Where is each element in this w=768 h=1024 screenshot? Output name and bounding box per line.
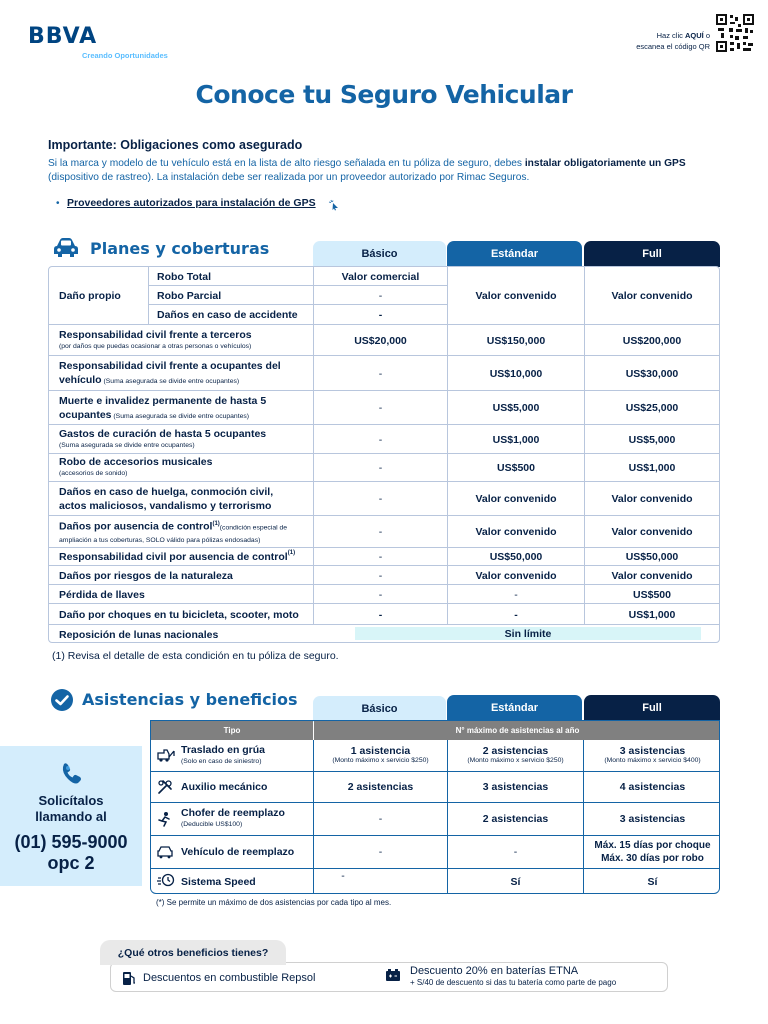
qr-line1-prefix: Haz clic [656, 31, 685, 40]
call-box[interactable] [0, 746, 142, 886]
chofer-basico: - [378, 813, 383, 825]
call-option: opc 2 [47, 853, 95, 873]
qr-line2: escanea el código QR [636, 42, 710, 51]
phone-icon [56, 758, 86, 788]
rc-terceros-note: (por daños que puedas ocasionar a otras personas o vehículos) [59, 342, 252, 350]
huelga-full: Valor convenido [611, 493, 693, 505]
car-icon [52, 237, 80, 259]
benefit-etna: Descuento 20% en baterías ETNA [410, 965, 579, 977]
naturaleza-label: Daños por riesgos de la naturaleza [59, 569, 233, 582]
page-title: Conoce tu Seguro Vehicular [195, 80, 573, 109]
gastos-note: (Suma asegurada se divide entre ocupantes) [59, 441, 195, 449]
robo-total-label: Robo Total [157, 270, 212, 283]
naturaleza-full: Valor convenido [611, 569, 693, 582]
qr-here-link[interactable]: AQUÍ [684, 31, 704, 40]
dano-propio-label: Daño propio [59, 289, 121, 302]
gastos-estandar: US$1,000 [492, 433, 540, 446]
muerte-line1: Muerte e invalidez permanente de hasta 5 [59, 395, 267, 407]
speed-icon [157, 873, 175, 887]
ausencia-estandar: Valor convenido [475, 526, 557, 538]
ausencia-control-label [59, 516, 287, 548]
llaves-full: US$500 [633, 588, 671, 601]
ausencia-note1: (condición especial de [219, 524, 288, 532]
robo-accesorios-basico: - [378, 462, 383, 474]
gastos-full: US$5,000 [628, 433, 676, 446]
rc-ocupantes-full: US$30,000 [625, 367, 679, 380]
plan-header-estandar: Estándar [447, 241, 582, 267]
vehiculo-estandar: - [513, 846, 518, 858]
col-tipo: Tipo [151, 721, 313, 740]
rc-ocupantes-line1: Responsabilidad civil frente a ocupantes del [59, 360, 281, 372]
qr-instructions[interactable] [636, 30, 710, 52]
speed-label: Sistema Speed [181, 876, 256, 888]
plan-header-full: Full [584, 241, 720, 267]
important-text-c: (dispositivo de rastreo). La instalación debe ser realizada por un proveedor autorizado por Rimac Seguros. [48, 172, 530, 183]
robo-accesorios-note: (accesorios de sonido) [59, 470, 128, 477]
huelga-label [59, 482, 273, 516]
muerte-line2: ocupantes [59, 409, 112, 421]
ausencia-sup: (1) [212, 521, 220, 527]
important-text-gps: instalar obligatoriamente un GPS [524, 158, 686, 169]
chofer-full: 3 asistencias [619, 813, 686, 825]
speed-full: Sí [647, 876, 658, 888]
auxilio-basico: 2 asistencias [347, 781, 414, 793]
vehiculo-basico: - [378, 846, 383, 858]
llaves-label: Pérdida de llaves [59, 588, 145, 601]
grua-estandar [448, 740, 583, 771]
bullet: • [56, 198, 60, 209]
grua-note: (Solo en caso de siniestro) [181, 757, 262, 765]
rc-ausencia-sup: (1) [287, 550, 296, 556]
rc-ausencia-estandar: US$50,000 [489, 551, 543, 563]
rc-ausencia-full: US$50,000 [625, 551, 679, 563]
assist-header-basico: Básico [313, 696, 446, 722]
speed-basico: - [341, 870, 345, 882]
grua-full [584, 740, 720, 771]
grua-basico-value: 1 asistencia [350, 744, 411, 757]
rc-ocupantes-estandar: US$10,000 [489, 367, 543, 380]
muerte-note: (Suma asegurada se divide entre ocupantes) [111, 413, 250, 420]
huelga-line2: actos maliciosos, vandalismo y terrorismo [59, 500, 272, 512]
coverage-footnote: (1) Revisa el detalle de esta condición en tu póliza de seguro. [52, 650, 339, 662]
rc-ausencia-basico: - [378, 551, 383, 563]
tools-icon [157, 779, 173, 795]
choques-estandar: - [514, 608, 518, 621]
plans-title: Planes y coberturas [90, 239, 270, 258]
choques-full: US$1,000 [628, 608, 676, 621]
muerte-basico: - [378, 402, 383, 414]
gastos-text: Gastos de curación de hasta 5 ocupantes [59, 427, 267, 440]
rc-terceros-estandar: US$150,000 [486, 334, 546, 347]
assist-header-full: Full [584, 695, 720, 721]
plan-header-basico: Básico [313, 241, 446, 267]
call-line2: llamando al [35, 809, 107, 824]
vehiculo-label: Vehículo de reemplazo [181, 846, 295, 858]
check-circle-icon [50, 688, 74, 712]
vehiculo-full-line1: Máx. 15 días por choque [594, 840, 711, 851]
muerte-label [59, 391, 266, 425]
rc-ausencia-text: Responsabilidad civil por ausencia de control [59, 551, 288, 563]
robo-parcial-basico: - [378, 289, 383, 302]
auxilio-label: Auxilio mecánico [181, 781, 268, 793]
rc-ocupantes-basico: - [378, 367, 383, 380]
rc-ocupantes-line2: vehículo [59, 374, 102, 386]
coverage-table [48, 266, 720, 643]
grua-estandar-value: 2 asistencias [482, 744, 549, 757]
llaves-basico: - [378, 588, 383, 601]
llaves-estandar: - [514, 588, 518, 601]
important-text-a: Si la marca y modelo de tu vehículo está en la lista de alto riesgo señalada en tu póliza de seguro, debes [48, 158, 525, 169]
huelga-estandar: Valor convenido [475, 493, 557, 505]
rc-terceros-label: Responsabilidad civil frente a terceros [59, 328, 252, 341]
huelga-basico: - [378, 493, 383, 505]
muerte-estandar: US$5,000 [492, 402, 540, 414]
qr-line1-suffix: o [703, 31, 710, 40]
grua-basico-note: (Monto máximo x servicio $250) [332, 756, 429, 764]
muerte-full: US$25,000 [625, 402, 679, 414]
driver-icon [157, 811, 173, 827]
chofer-label [181, 803, 285, 835]
huelga-line1: Daños en caso de huelga, conmoción civil, [59, 486, 274, 498]
rc-ocupantes-label [59, 356, 281, 391]
chofer-text: Chofer de reemplazo [181, 807, 285, 819]
col-max: N° máximo de asistencias al año [314, 721, 720, 740]
robo-accesorios-full: US$1,000 [628, 462, 676, 474]
naturaleza-basico: - [378, 569, 383, 582]
ausencia-note2: ampliación a tus coberturas, SOLO válido para pólizas endosadas) [59, 536, 261, 544]
assistance-table [150, 720, 720, 894]
robo-accesorios-label [59, 454, 212, 482]
important-text [48, 157, 718, 185]
important-title: Importante: Obligaciones como asegurado [48, 138, 303, 152]
vehiculo-full [584, 836, 720, 868]
grua-basico [314, 740, 447, 771]
dano-propio-estandar: Valor convenido [475, 289, 557, 302]
call-phone[interactable]: (01) 595-9000 [14, 832, 128, 852]
chofer-estandar: 2 asistencias [482, 813, 549, 825]
rc-terceros-full: US$200,000 [622, 334, 682, 347]
car-outline-icon [156, 845, 174, 859]
battery-icon [385, 968, 401, 982]
gastos-basico: - [378, 433, 383, 446]
tow-truck-icon [157, 747, 175, 763]
grua-label [181, 740, 265, 771]
dano-propio-full: Valor convenido [611, 289, 693, 302]
fuel-pump-icon [122, 970, 136, 986]
qr-code-icon[interactable] [716, 14, 754, 52]
assistance-title: Asistencias y beneficios [82, 690, 298, 709]
rc-terceros-basico: US$20,000 [354, 334, 407, 347]
grua-text: Traslado en grúa [181, 743, 266, 756]
assistance-footnote: (*) Se permite un máximo de dos asistencias por cada tipo al mes. [156, 898, 392, 907]
lunas-all-plans: Sin límite [504, 628, 552, 640]
robo-accesorios-text: Robo de accesorios musicales [59, 456, 213, 468]
ausencia-text: Daños por ausencia de control [59, 520, 213, 533]
tagline: Creando Oportunidades [82, 51, 168, 60]
bbva-logo: BBVA [28, 24, 98, 49]
call-line1: Solicítalos [38, 793, 104, 808]
vehiculo-full-line2: Máx. 30 días por robo [601, 853, 704, 864]
robo-total-basico: Valor comercial [341, 270, 420, 283]
rc-ocupantes-note: (Suma asegurada se divide entre ocupantes) [101, 378, 240, 385]
danos-accidente-basico: - [378, 308, 383, 321]
chofer-note: (Deducible US$100) [181, 821, 243, 828]
choques-label: Daño por choques en tu bicicleta, scooter, moto [59, 608, 299, 621]
grua-estandar-note: (Monto máximo x servicio $250) [467, 756, 564, 764]
benefits-title: ¿Qué otros beneficios tienes? [100, 940, 286, 965]
gps-providers-link[interactable]: Proveedores autorizados para instalación de GPS [67, 197, 316, 209]
naturaleza-estandar: Valor convenido [475, 569, 557, 582]
gastos-label [59, 425, 266, 454]
ausencia-full: Valor convenido [611, 526, 693, 538]
lunas-label: Reposición de lunas nacionales [59, 628, 219, 641]
danos-accidente-label: Daños en caso de accidente [157, 308, 298, 321]
speed-estandar: Sí [510, 876, 521, 888]
benefit-repsol: Descuentos en combustible Repsol [143, 972, 316, 984]
grua-full-note: (Monto máximo x servicio $400) [604, 756, 701, 764]
benefit-etna-note: + S/40 de descuento si das tu batería como parte de pago [410, 978, 617, 987]
robo-parcial-label: Robo Parcial [157, 289, 222, 302]
auxilio-estandar: 3 asistencias [482, 781, 549, 793]
table-row-label [59, 325, 252, 356]
robo-accesorios-estandar: US$500 [497, 462, 535, 474]
grua-full-value: 3 asistencias [619, 744, 686, 757]
ausencia-basico: - [378, 526, 383, 538]
rc-ausencia-label [59, 548, 295, 566]
assist-header-estandar: Estándar [447, 695, 582, 721]
auxilio-full: 4 asistencias [619, 781, 686, 793]
click-icon[interactable] [328, 199, 340, 211]
choques-basico: - [378, 608, 383, 621]
